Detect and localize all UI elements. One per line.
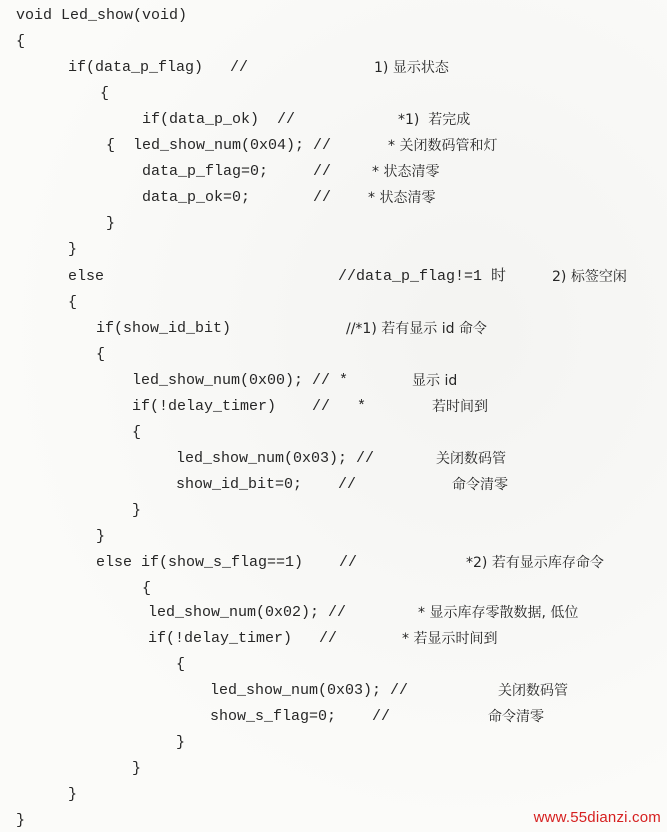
code-line-15: { [96,346,106,363]
code-line-4: { [100,85,110,102]
code-line-12: //data_p_flag!=1 时 2) 标签空闲 [338,268,627,285]
line-comment: * 状态清零 [368,190,436,206]
line-comment: 1) 显示状态 [374,60,449,76]
line-comment: //*1) 若有显示 id 命令 [346,321,487,337]
code-line-13: { [68,294,78,311]
line-comment: * 若显示时间到 [402,631,498,647]
code-line-23: else if(show_s_flag==1) // *2) 若有显示库存命令 [96,554,604,571]
code-line-11: else [68,268,105,285]
code-line-33: } [16,812,26,829]
code-line-3: if(data_p_flag) // 1) 显示状态 [68,59,449,76]
line-comment: 若时间到 [432,399,488,415]
code-line-18: { [132,424,142,441]
code-line-19: led_show_num(0x03); // 关闭数码管 [176,450,506,467]
code-line-22: } [96,528,106,545]
code-line-21: } [132,502,142,519]
code-line-8: data_p_ok=0; // * 状态清零 [142,189,436,206]
line-comment: 关闭数码管 [498,683,568,699]
code-line-29: show_s_flag=0; // 命令清零 [210,708,544,725]
line-comment: 命令清零 [488,709,544,725]
watermark-text: www.55dianzi.com [533,809,661,826]
line-comment: 命令清零 [452,477,508,493]
code-line-25: led_show_num(0x02); // * 显示库存零散数据, 低位 [148,604,579,621]
code-line-1: void Led_show(void) [16,7,188,24]
line-comment: 显示 id [412,373,458,389]
code-line-5: if(data_p_ok) // *1) 若完成 [142,111,471,128]
code-line-20: show_id_bit=0; // 命令清零 [176,476,508,493]
code-line-31: } [132,760,142,777]
code-line-16: led_show_num(0x00); // * 显示 id [132,372,458,389]
code-line-28: led_show_num(0x03); // 关闭数码管 [210,682,568,699]
code-line-27: { [176,656,186,673]
code-line-6: { led_show_num(0x04); // * 关闭数码管和灯 [106,137,498,154]
code-line-26: if(!delay_timer) // * 若显示时间到 [148,630,498,647]
code-line-32: } [68,786,78,803]
line-comment: * 状态清零 [372,164,440,180]
line-comment: *2) 若有显示库存命令 [466,555,604,571]
line-comment: 关闭数码管 [436,451,506,467]
line-comment: 2) 标签空闲 [552,269,627,285]
code-line-30: } [176,734,186,751]
code-line-10: } [68,241,78,258]
line-comment: *1) 若完成 [398,112,471,128]
line-comment: * 显示库存零散数据, 低位 [418,605,579,621]
code-line-14: if(show_id_bit) //*1) 若有显示 id 命令 [96,320,487,337]
code-line-2: { [16,33,26,50]
code-line-9: } [106,215,116,232]
code-line-24: { [142,580,152,597]
line-comment: * 关闭数码管和灯 [388,138,498,154]
code-line-7: data_p_flag=0; // * 状态清零 [142,163,440,180]
code-line-17: if(!delay_timer) // * 若时间到 [132,398,488,415]
